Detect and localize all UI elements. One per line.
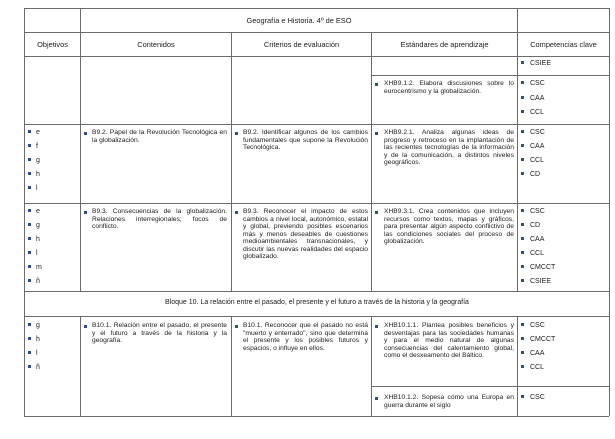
objetivo-item: f xyxy=(28,143,38,151)
table-rule xyxy=(24,56,609,57)
table-col-divider xyxy=(517,316,518,416)
table-border-right xyxy=(609,8,610,416)
competencia-item: CAA xyxy=(521,95,544,103)
objetivo-item: h xyxy=(28,236,40,244)
estandar-text: XHB9.2.1. Analiza algunas ideas de progreso y retroceso en la implantación de las recientes tecnologías de la información y de la comunicación, a distintos niveles geográficos. xyxy=(384,129,514,166)
objetivo-item: ñ xyxy=(28,278,40,286)
estandar-bullet xyxy=(375,211,378,214)
contenido-text: B9.2. Papel de la Revolución Tecnológica en la globalización. xyxy=(92,129,227,144)
criterio-text: B9.3. Reconocer el impacto de estos cambios a nivel local, autonómico, estatal y global, previendo posibles escenarios más y menos deseables de cuestiones medioambientales transnacionales, y discutir las nuevas realidades del espacio globalizado. xyxy=(243,208,368,260)
table-border-top xyxy=(24,8,609,9)
table-col-divider xyxy=(231,32,232,291)
table-rule xyxy=(371,386,609,387)
criterio-bullet xyxy=(235,325,238,328)
contenido-bullet xyxy=(84,211,87,214)
table-title: Geografía e Historia. 4º de ESO xyxy=(246,16,352,25)
header-objetivos: Objetivos xyxy=(37,40,68,49)
objetivo-item: e xyxy=(28,129,40,137)
objetivo-item: l xyxy=(28,185,38,193)
competencia-item: CAA xyxy=(521,236,544,244)
competencia-item: CCL xyxy=(521,109,544,117)
contenido-bullet xyxy=(84,132,87,135)
table-col-divider xyxy=(517,8,518,291)
table-rule xyxy=(24,203,609,204)
estandar-bullet xyxy=(375,325,378,328)
table-border-left xyxy=(24,8,25,416)
estandar-text: XHB9.3.1. Crea contenidos que incluyen recursos como textos, mapas y gráficos, para presentar algún aspecto conflictivo de las condiciones sociales del proceso de globalización. xyxy=(384,208,514,245)
header-competencias: Competencias clave xyxy=(530,40,597,49)
estandar-text: XHB10.1.1. Plantea posibles beneficios y desventajas para las sociedades humanas y para el medio natural de algunas consecuencias del calentamiento global, como el desxeamento del Báltico. xyxy=(384,322,514,359)
estandar-bullet xyxy=(375,83,378,86)
estandar-bullet xyxy=(375,132,378,135)
table-rule xyxy=(24,124,609,125)
competencia-item: CSC xyxy=(521,394,545,402)
table-rule xyxy=(371,75,609,76)
contenido-text: B9.3. Consecuencias de la globalización. Relaciones interregionales; focos de conflicto. xyxy=(92,208,227,230)
table-col-divider xyxy=(80,8,81,291)
objetivo-item: h xyxy=(28,336,40,344)
contenido-bullet xyxy=(84,325,87,328)
table-border-bottom xyxy=(24,416,609,417)
objetivo-item: e xyxy=(28,208,40,216)
objetivo-item: g xyxy=(28,322,40,330)
table-col-divider xyxy=(80,316,81,416)
criterio-text: B10.1. Reconocer que el pasado no está "muerto y enterrado", sino que determina el presente y los posibles futuros y espacios, o influye en ellos. xyxy=(243,322,368,352)
competencia-item: CMCCT xyxy=(521,336,555,344)
competencia-item: CSC xyxy=(521,129,545,137)
table-col-divider xyxy=(371,32,372,291)
competencia-item: CCL xyxy=(521,250,544,258)
header-criterios: Criterios de evaluación xyxy=(263,40,340,49)
estandar-text: XHB9.1.2. Elabora discusiones sobre lo eurocentrismo y la globalización. xyxy=(384,80,514,95)
competencia-item: CCL xyxy=(521,157,544,165)
objetivo-item: ñ xyxy=(28,364,40,372)
estandar-bullet xyxy=(375,397,378,400)
competencia-item: CSC xyxy=(521,322,545,330)
header-estandares: Estándares de aprendizaje xyxy=(400,40,489,49)
criterio-bullet xyxy=(235,132,238,135)
objetivo-item: l xyxy=(28,350,38,358)
competencia-item: CAA xyxy=(521,143,544,151)
objetivo-item: g xyxy=(28,157,40,165)
criterio-text: B9.2. Identificar algunos de los cambios fundamentales que supone la Revolución Tecnológica. xyxy=(243,129,368,151)
competencia-item: CD xyxy=(521,222,540,230)
criterio-bullet xyxy=(235,211,238,214)
competencia-item: CMCCT xyxy=(521,264,555,272)
competencia-item: CSIEE xyxy=(521,60,551,68)
objetivo-item: g xyxy=(28,222,40,230)
table-rule xyxy=(24,32,609,33)
table-col-divider xyxy=(231,316,232,416)
competencia-item: CSC xyxy=(521,208,545,216)
header-contenidos: Contenidos xyxy=(137,40,175,49)
objetivo-item: h xyxy=(28,171,40,179)
estandar-text: XHB10.1.2. Sopesa cómo una Europa en guerra durante el siglo xyxy=(384,394,514,409)
contenido-text: B10.1. Relación entre el pasado, el presente y el futuro a través de la historia y la geografía. xyxy=(92,322,227,344)
competencia-item: CCL xyxy=(521,364,544,372)
competencia-item: CSIEE xyxy=(521,278,551,286)
block-10-title: Bloque 10. La relación entre el pasado, el presente y el futuro a través de la historia y la geografía xyxy=(165,299,469,306)
competencia-item: CSC xyxy=(521,80,545,88)
table-rule xyxy=(24,316,609,317)
table-col-divider xyxy=(371,316,372,416)
table-rule xyxy=(24,291,609,292)
objetivo-item: l xyxy=(28,250,38,258)
competencia-item: CAA xyxy=(521,350,544,358)
competencia-item: CD xyxy=(521,171,540,179)
objetivo-item: m xyxy=(28,264,42,272)
